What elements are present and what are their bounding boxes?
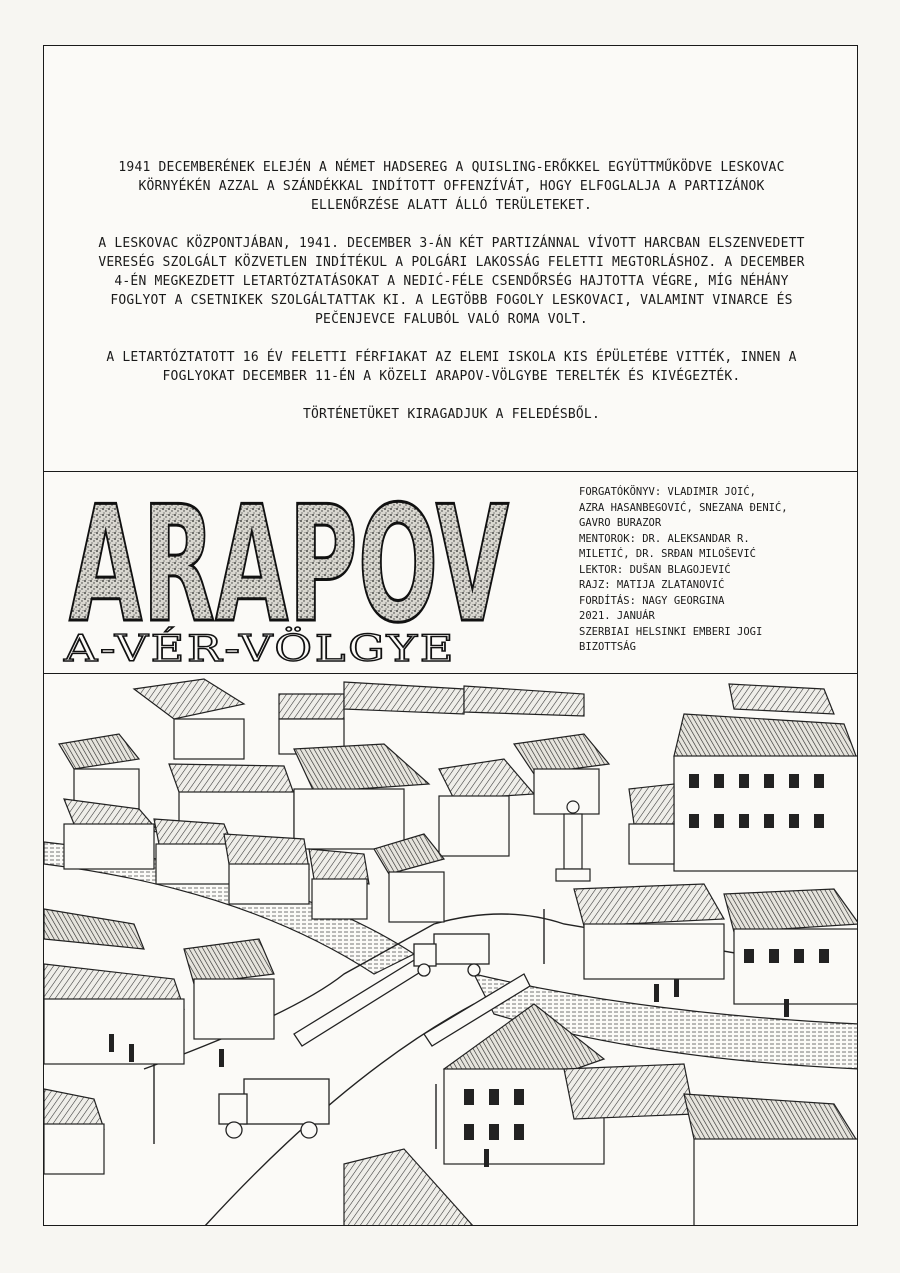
credit-line: SZERBIAI HELSINKI EMBERI JOGI [579,625,763,638]
credit-line: GAVRO BURAZOR [579,517,662,529]
credit-line: 2021. JANUÁR [579,610,655,622]
title-panel [43,471,858,674]
title-logo [54,478,524,668]
title-main: ARAPOV [69,478,510,658]
credit-line: BIZOTTSÁG [579,641,636,653]
credit-line: RAJZ: MATIJA ZLATANOVIĆ [579,579,725,591]
intro-paragraph-3: A LETARTÓZTATOTT 16 ÉV FELETTI FÉRFIAKAT AZ ELEMI ISKOLA KIS ÉPÜLETÉBE VITTÉK, INNEN A FOGLYOKAT DECEMBER 11-ÉN A KÖZELI ARAPOV-VÖLGYBE TERELTÉK ÉS KIVÉGEZTÉK. [106,350,797,384]
title-subtitle: A-VÉR-VÖLGYE [64,629,370,668]
intro-text [94,158,809,443]
intro-paragraph-2: A LESKOVAC KÖZPONTJÁBAN, 1941. DECEMBER 3-ÁN KÉT PARTIZÁNNAL VÍVOTT HARCBAN ELSZENVEDETT VERESÉG SZOLGÁLT KÖZVETLEN INDÍTÉKUL A POLGÁRI LAKOSSÁG FELETTI MEGTORLÁSHOZ. A DECEMBER 4-ÉN MEGKEZDETT LETARTÓZTATÁSOKAT A NEDIĆ-FÉLE CSENDŐRSÉG HAJTOTTA VÉGRE, MÍG NÉHÁNY FOGLYOT A CSETNIKEK SZOLGÁLTATTAK KI. A LEGTÖBB FOGOLY LESKOVACI, VALAMINT VINARCE ÉS PEČENJEVCE FALUBÓL VALÓ ROMA VOLT. [98,236,805,327]
intro-paragraph-1: 1941 DECEMBERÉNEK ELEJÉN A NÉMET HADSEREG A QUISLING-ERŐKKEL EGYÜTTMŰKÖDVE LESKOVAC KÖRNYÉKÉN AZZAL A SZÁNDÉKKAL INDÍTOTT OFFENZÍVÁT, HOGY ELFOGLALJA A PARTIZÁNOK ELLENŐRZÉSE ALATT ÁLLÓ TERÜLETEKET. [118,160,785,213]
intro-panel [43,45,858,472]
credit-line: MENTOROK: DR. ALEKSANDAR R. [579,532,750,545]
credit-line: FORGATÓKÖNYV: VLADIMIR JOIĆ, [579,486,757,498]
credit-line: LEKTOR: DUŠAN BLAGOJEVIĆ [579,563,731,576]
town-illustration [44,674,858,1226]
credit-line: AZRA HASANBEGOVIĆ, SNEZANA ĐENIĆ, [579,501,788,514]
intro-paragraph-4: TÖRTÉNETÜKET KIRAGADJUK A FELEDÉSBŐL. [303,407,600,422]
credit-line: MILETIĆ, DR. SRĐAN MILOŠEVIĆ [579,548,757,560]
town-illustration-panel [43,673,858,1226]
credit-line: FORDÍTÁS: NAGY GEORGINA [579,594,725,607]
credits-block [579,485,854,656]
